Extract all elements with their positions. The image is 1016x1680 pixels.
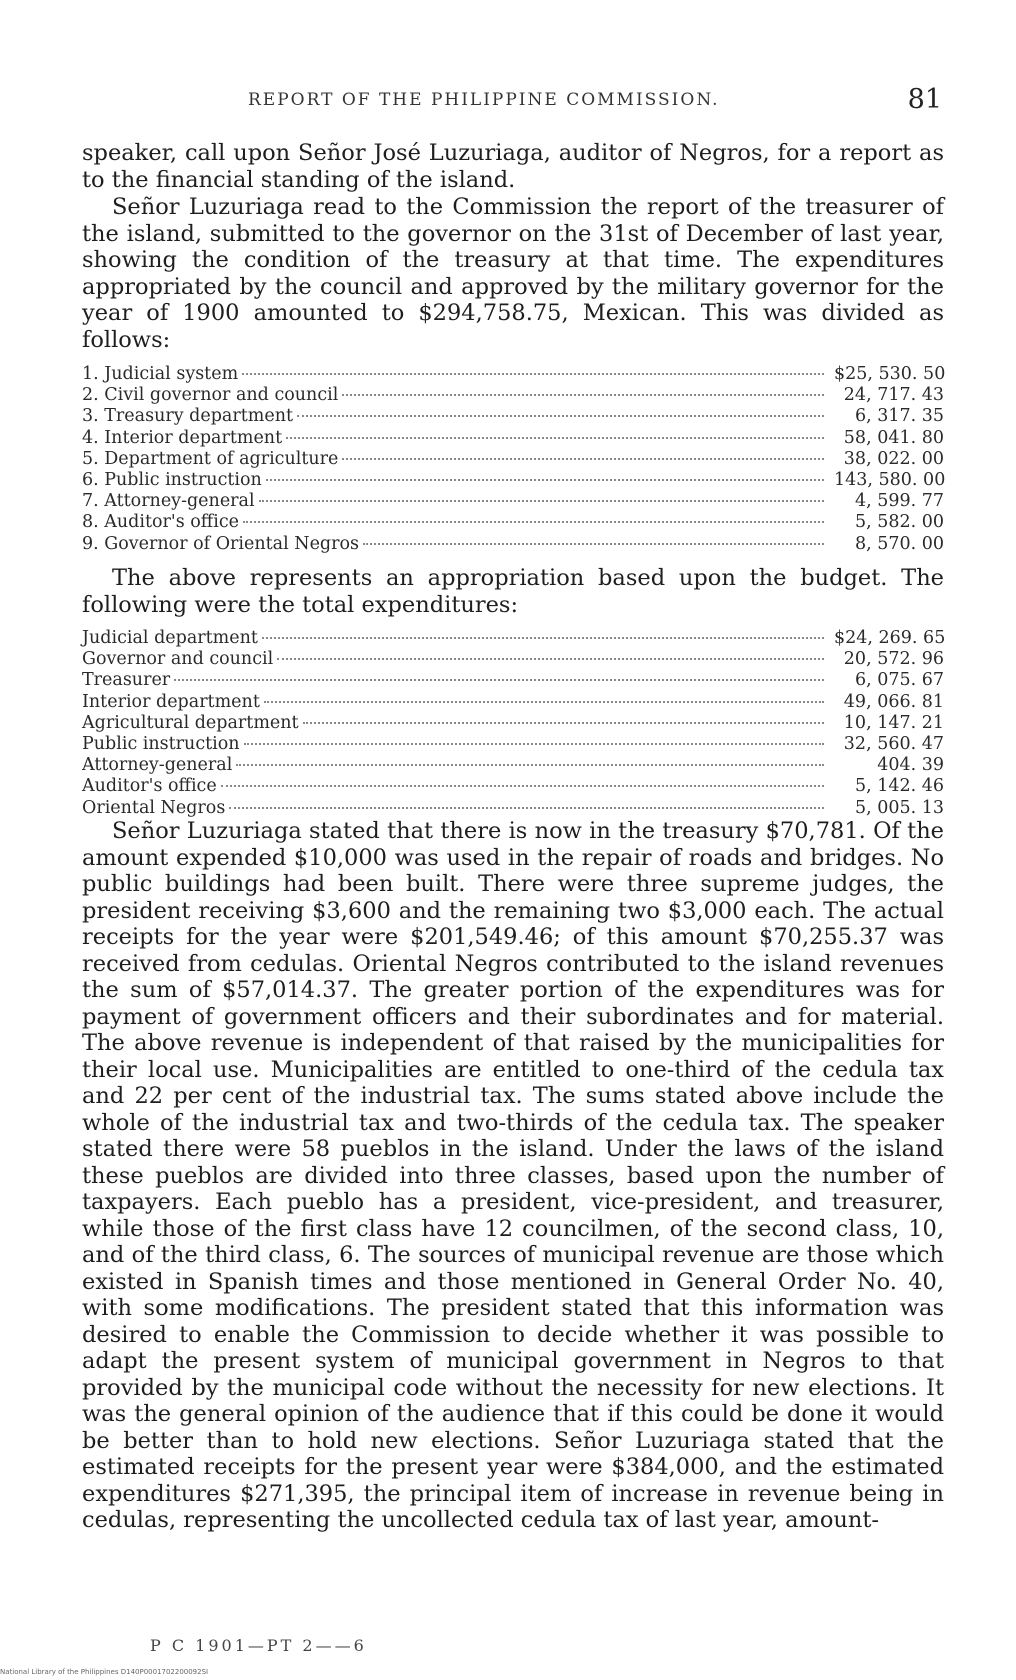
- table-row: [82, 798, 944, 819]
- row-amount: 20, 572. 96: [843, 649, 944, 670]
- row-amount: 5, 142. 46: [854, 776, 944, 797]
- row-label: 5. Department of agriculture: [82, 448, 339, 469]
- table-row: [82, 628, 944, 649]
- row-label: Agricultural department: [82, 712, 299, 733]
- dot-leader: [242, 373, 824, 375]
- paragraph-budget-note: The above represents an appropriation based upon the budget. The following were the total expenditures:: [82, 565, 944, 618]
- dot-leader: [243, 521, 824, 523]
- row-label: Interior department: [82, 691, 260, 712]
- row-label: Attorney-general: [82, 755, 233, 776]
- dot-leader: [236, 764, 824, 766]
- row-label: 7. Attorney-general: [82, 491, 255, 512]
- dot-leader: [342, 394, 824, 396]
- row-label: Treasurer: [82, 670, 171, 691]
- row-amount: 404. 39: [877, 755, 944, 776]
- row-amount: 4, 599. 77: [854, 491, 944, 512]
- dot-leader: [229, 807, 824, 809]
- row-amount: 49, 066. 81: [843, 691, 944, 712]
- page-number: 81: [907, 84, 942, 115]
- table-row: [82, 534, 944, 555]
- page-header: [82, 84, 942, 120]
- dot-leader: [262, 637, 824, 639]
- table-row: [82, 385, 944, 406]
- table-row: [82, 512, 944, 533]
- row-label: 2. Civil governor and council: [82, 385, 339, 406]
- row-amount: 38, 022. 00: [843, 448, 944, 469]
- row-amount: 6, 075. 67: [854, 670, 944, 691]
- table-row: [82, 670, 944, 691]
- row-amount: 8, 570. 00: [854, 533, 944, 554]
- expenditures-table: [82, 628, 944, 819]
- dot-leader: [342, 458, 824, 460]
- paragraph-speaker-intro: speaker, call upon Señor José Luzuriaga, auditor of Negros, for a report as to the financial standing of the island.: [82, 140, 944, 193]
- table-row: [82, 406, 944, 427]
- signature-mark: P C 1901—PT 2——6: [150, 1636, 367, 1655]
- table-row: [82, 692, 944, 713]
- table-row: [82, 449, 944, 470]
- row-label: Judicial department: [82, 628, 258, 648]
- row-amount: 10, 147. 21: [843, 712, 944, 733]
- dot-leader: [363, 543, 824, 545]
- dot-leader: [174, 679, 824, 681]
- dot-leader: [297, 415, 824, 417]
- dot-leader: [259, 500, 824, 502]
- row-label: Public instruction: [82, 733, 240, 754]
- row-label: Governor and council: [82, 649, 274, 670]
- table-row: [82, 713, 944, 734]
- table-row: [82, 755, 944, 776]
- row-amount: 5, 005. 13: [854, 797, 944, 818]
- paragraph-treasury-statement: Señor Luzuriaga stated that there is now in the treasury $70,781. Of the amount expended $10,000 was used in the repair of roads and bridges. No public buildings had been built. There were three supreme judges, the president receiving $3,600 and the remaining two $3,000 each. The actual receipts for the year were $201,549.46; of this amount $70,255.37 was received from cedulas. Oriental Negros contributed to the island revenues the sum of $57,014.37. The greater portion of the expenditures was for payment of government officers and their subordinates and for material. The above revenue is independent of that raised by the municipalities for their local use. Municipalities are entitled to one-third of the cedula tax and 22 per cent of the industrial tax. The sums stated above include the whole of the industrial tax and two-thirds of the cedula tax. The speaker stated there were 58 pueblos in the island. Under the laws of the island these pueblos are divided into three classes, based upon the number of taxpayers. Each pueblo has a president, vice-president, and treasurer, while those of the first class have 12 councilmen, of the second class, 10, and of the third class, 6. The sources of municipal revenue are those which existed in Spanish times and those mentioned in General Order No. 40, with some modifications. The president stated that this information was desired to enable the Commission to decide whether it was possible to adapt the present system of municipal government in Negros to that provided by the municipal code without the necessity for new elections. It was the general opinion of the audience that if this could be done it would be better than to hold new elections. Señor Luzuriaga stated that the estimated receipts for the present year were $384,000, and the estimated expenditures $271,395, the principal item of increase in revenue being in cedulas, representing the uncollected cedula tax of last year, amount-: [82, 818, 944, 1533]
- row-label: 3. Treasury department: [82, 406, 293, 427]
- library-credit: National Library of the Philippines D140P0001702200092SI: [0, 1668, 209, 1676]
- row-amount: 143, 580. 00: [834, 469, 946, 490]
- row-amount: 32, 560. 47: [843, 733, 944, 754]
- row-amount: 24, 717. 43: [843, 385, 944, 406]
- dot-leader: [264, 701, 824, 703]
- dot-leader: [286, 437, 824, 439]
- running-title: REPORT OF THE PHILIPPINE COMMISSION.: [248, 90, 720, 110]
- dot-leader: [221, 785, 824, 787]
- row-label: 4. Interior department: [82, 427, 283, 448]
- dot-leader: [303, 722, 824, 724]
- table-row: [82, 491, 944, 512]
- table-row: [82, 364, 944, 385]
- row-label: 9. Governor of Oriental Negros: [82, 533, 360, 554]
- table-row: [82, 470, 944, 491]
- paragraph-treasurer-report: Señor Luzuriaga read to the Commission the report of the treasurer of the island, submitted to the governor on the 31st of December of last year, showing the condition of the treasury at that time. The expenditures appropriated by the council and approved by the military governor for the year of 1900 amounted to $294,758.75, Mexican. This was divided as follows:: [82, 194, 944, 353]
- appropriations-table: [82, 364, 944, 555]
- row-label: Oriental Negros: [82, 797, 226, 818]
- table-row: [82, 428, 944, 449]
- row-amount: 5, 582. 00: [854, 512, 944, 533]
- row-amount: 6, 317. 35: [854, 406, 944, 427]
- row-label: 8. Auditor's office: [82, 512, 239, 533]
- dot-leader: [277, 658, 824, 660]
- dot-leader: [266, 479, 824, 481]
- table-row: [82, 776, 944, 797]
- row-amount: 58, 041. 80: [843, 427, 944, 448]
- row-label: Auditor's office: [82, 776, 217, 797]
- table-row: [82, 734, 944, 755]
- row-amount: $24, 269. 65: [834, 628, 946, 648]
- row-label: 1. Judicial system: [82, 364, 239, 384]
- table-row: [82, 649, 944, 670]
- dot-leader: [244, 743, 824, 745]
- row-label: 6. Public instruction: [82, 469, 262, 490]
- row-amount: $25, 530. 50: [834, 364, 946, 384]
